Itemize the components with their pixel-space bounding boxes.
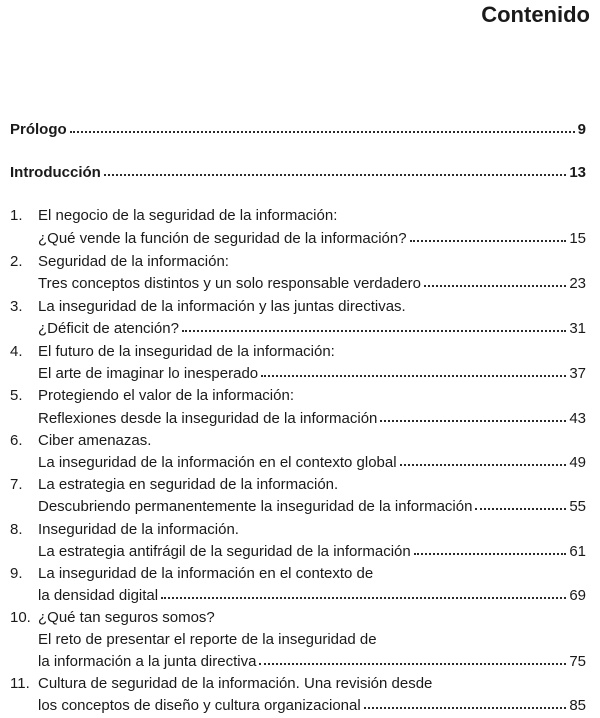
chapter-title: ¿Qué tan seguros somos? [38, 609, 215, 626]
toc-page-number: 49 [569, 454, 586, 471]
chapter-number: 3. [10, 298, 23, 315]
toc-chapter-5-subtitle[interactable] [10, 409, 586, 429]
toc-page-number: 13 [569, 164, 586, 181]
dot-leader [400, 460, 567, 466]
toc-chapter-6[interactable] [10, 431, 586, 451]
dot-leader [182, 326, 566, 332]
chapter-subtitle: ¿Déficit de atención? [38, 320, 179, 337]
chapter-title: Seguridad de la información: [38, 253, 229, 270]
chapter-title: La inseguridad de la información en el contexto de [38, 565, 374, 582]
chapter-subtitle: la densidad digital [38, 587, 159, 604]
dot-leader [410, 236, 567, 242]
toc-chapter-4[interactable] [10, 342, 586, 362]
chapter-title: El futuro de la inseguridad de la información: [38, 343, 335, 360]
toc-chapter-6-subtitle[interactable] [10, 453, 586, 473]
chapter-number: 5. [10, 387, 23, 404]
toc-chapter-7[interactable] [10, 475, 586, 495]
chapter-number: 7. [10, 476, 23, 493]
chapter-subtitle: los conceptos de diseño y cultura organizacional [38, 697, 361, 714]
chapter-subtitle: Descubriendo permanentemente la inseguridad de la información [38, 498, 473, 515]
toc-chapter-5[interactable] [10, 386, 586, 406]
chapter-subtitle: ¿Qué vende la función de seguridad de la información? [38, 230, 407, 247]
toc-entry-title: Prólogo [10, 121, 67, 138]
page-title: Contenido [481, 2, 590, 27]
chapter-subtitle: La inseguridad de la información en el contexto global [38, 454, 397, 471]
toc-chapter-3[interactable] [10, 297, 586, 317]
toc-chapter-1[interactable] [10, 206, 586, 226]
toc-chapter-10[interactable] [10, 608, 586, 628]
toc-chapter-11[interactable] [10, 674, 586, 694]
chapter-number: 2. [10, 253, 23, 270]
chapter-number: 4. [10, 343, 23, 360]
dot-leader [70, 127, 575, 133]
toc-chapter-11-subtitle[interactable] [10, 696, 586, 716]
toc-chapter-4-subtitle[interactable] [10, 364, 586, 384]
chapter-number: 6. [10, 432, 23, 449]
toc-page-number: 85 [569, 697, 586, 714]
dot-leader [475, 504, 566, 510]
dot-leader [380, 416, 566, 422]
toc-page-number: 61 [569, 543, 586, 560]
chapter-title: La inseguridad de la información y las juntas directivas. [38, 298, 406, 315]
chapter-number: 10. [10, 609, 31, 626]
dot-leader [414, 549, 567, 555]
toc-chapter-9-subtitle[interactable] [10, 586, 586, 606]
chapter-title: El negocio de la seguridad de la información: [38, 207, 338, 224]
toc-page-number: 23 [569, 275, 586, 292]
chapter-subtitle: El reto de presentar el reporte de la inseguridad de [38, 631, 377, 648]
dot-leader [104, 170, 566, 176]
chapter-title: Cultura de seguridad de la información. Una revisión desde [38, 675, 433, 692]
dot-leader [161, 593, 566, 599]
chapter-number: 11. [10, 675, 30, 692]
chapter-subtitle: la información a la junta directiva [38, 653, 257, 670]
toc-page-number: 9 [577, 121, 586, 138]
toc-chapter-10-subtitle[interactable] [10, 630, 586, 650]
dot-leader [424, 281, 566, 287]
toc-chapter-8-subtitle[interactable] [10, 542, 586, 562]
chapter-number: 9. [10, 565, 23, 582]
toc-page-number: 31 [569, 320, 586, 337]
toc-entry-prologo[interactable] [10, 120, 586, 140]
dot-leader [261, 371, 566, 377]
chapter-title: La estrategia en seguridad de la información. [38, 476, 339, 493]
toc-page-number: 55 [569, 498, 586, 515]
toc-chapter-1-subtitle[interactable] [10, 229, 586, 249]
chapter-subtitle: El arte de imaginar lo inesperado [38, 365, 259, 382]
toc-entry-title: Introducción [10, 164, 101, 181]
toc-chapter-8[interactable] [10, 520, 586, 540]
chapter-title: Inseguridad de la información. [38, 521, 239, 538]
chapter-subtitle: Tres conceptos distintos y un solo responsable verdadero [38, 275, 421, 292]
toc-page-number: 75 [569, 653, 586, 670]
toc-page-number: 15 [569, 230, 586, 247]
toc-chapter-3-subtitle[interactable] [10, 319, 586, 339]
chapter-subtitle: La estrategia antifrágil de la seguridad de la información [38, 543, 411, 560]
chapter-title: Ciber amenazas. [38, 432, 152, 449]
toc-chapter-9[interactable] [10, 564, 586, 584]
chapter-title: Protegiendo el valor de la información: [38, 387, 294, 404]
dot-leader [364, 703, 567, 709]
toc-entry-introduccion[interactable] [10, 163, 586, 183]
toc-chapter-2[interactable] [10, 252, 586, 272]
toc-chapter-7-subtitle[interactable] [10, 497, 586, 517]
toc-page-number: 43 [569, 410, 586, 427]
chapter-number: 8. [10, 521, 23, 538]
chapter-subtitle: Reflexiones desde la inseguridad de la información [38, 410, 378, 427]
toc-page-number: 69 [569, 587, 586, 604]
toc-chapter-2-subtitle[interactable] [10, 274, 586, 294]
toc-chapter-10-subtitle-end[interactable] [10, 652, 586, 672]
dot-leader [259, 659, 566, 665]
toc-page-number: 37 [569, 365, 586, 382]
chapter-number: 1. [10, 207, 23, 224]
